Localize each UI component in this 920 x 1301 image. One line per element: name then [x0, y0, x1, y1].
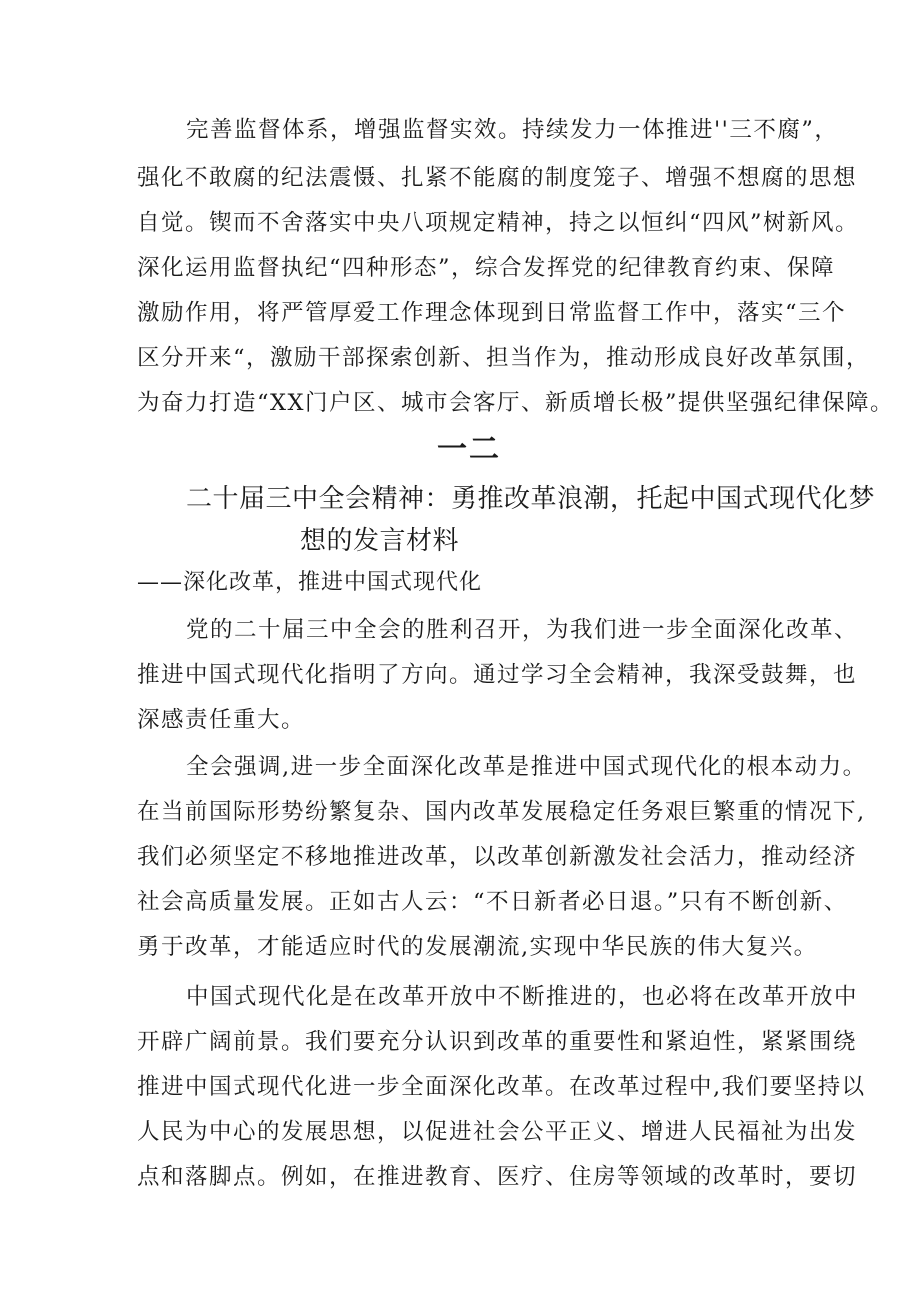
text-line: 深化运用监督执纪“四种形态”，综合发挥党的纪律教育约束、保障	[137, 255, 836, 281]
text-line: 全会强调,进一步全面深化改革是推进中国式现代化的根本动力。	[186, 754, 867, 780]
text-line: 强化不敢腐的纪法震慑、扎紧不能腐的制度笼子、增强不想腐的思想	[137, 165, 858, 191]
text-line: 社会高质量发展。正如古人云：“不日新者必日退。”只有不断创新、	[137, 889, 848, 915]
section-title-line2: 想的发言材料	[300, 526, 460, 556]
text-line: 开辟广阔前景。我们要充分认识到改革的重要性和紧迫性，紧紧围绕	[137, 1029, 858, 1055]
text-line: 我们必须坚定不移地推进改革，以改革创新激发社会活力，推动经济	[137, 844, 858, 870]
text-line: 自觉。锲而不舍落实中央八项规定精神，持之以恒纠“四风”树新风。	[137, 210, 860, 236]
section-subtitle: ——深化改革，推进中国式现代化	[137, 570, 483, 595]
text-line: 区分开来“，激励干部探索创新、担当作为，推动形成良好改革氛围，	[137, 345, 871, 371]
text-line: 深感责任重大。	[137, 707, 306, 733]
text-line: 推进中国式现代化指明了方向。通过学习全会精神，我深受鼓舞，也	[137, 662, 858, 688]
text-line: 激励作用，将严管厚爱工作理念体现到日常监督工作中，落实“三个	[137, 300, 847, 326]
text-line: 点和落脚点。例如，在推进教育、医疗、住房等领域的改革时，要切	[137, 1164, 858, 1190]
text-line: 党的二十届三中全会的胜利召开，为我们进一步全面深化改革、	[186, 617, 859, 643]
text-line: 在当前国际形势纷繁复杂、国内改革发展稳定任务艰巨繁重的情况下,	[137, 799, 866, 825]
section-number: 一二	[437, 432, 501, 467]
text-line: 完善监督体系，增强监督实效。持续发力一体推进''三不腐”，	[186, 117, 839, 143]
text-line: 勇于改革，才能适应时代的发展潮流,实现中华民族的伟大复兴。	[137, 934, 818, 960]
text-line: 为奋力打造“XX门户区、城市会客厅、新质增长极”提供坚强纪律保障。	[137, 390, 895, 416]
section-title-line1: 二十届三中全会精神：勇推改革浪潮，托起中国式现代化梦	[186, 484, 876, 514]
text-line: 人民为中心的发展思想，以促进社会公平正义、增进人民福祉为出发	[137, 1119, 858, 1145]
text-line: 推进中国式现代化进一步全面深化改革。在改革过程中,我们要坚持以	[137, 1074, 866, 1100]
text-line: 中国式现代化是在改革开放中不断推进的，也必将在改革开放中	[186, 984, 859, 1010]
